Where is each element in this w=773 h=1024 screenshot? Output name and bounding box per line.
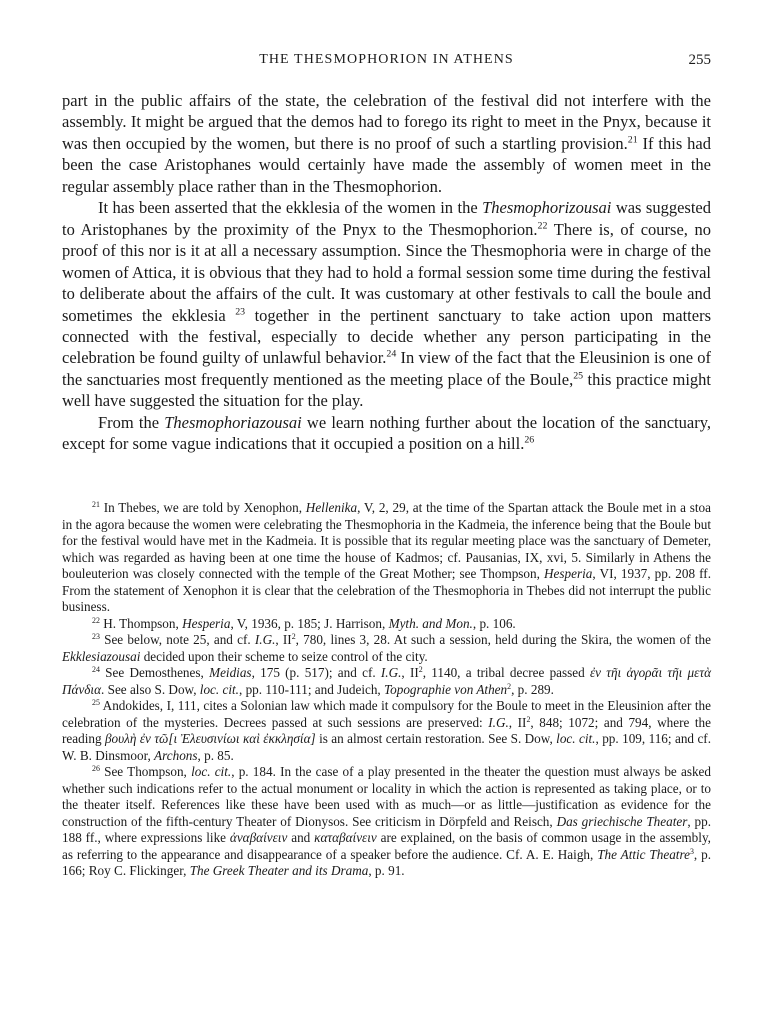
running-title: THE THESMOPHORION IN ATHENS xyxy=(259,52,514,67)
footnote-ref-24: 24 xyxy=(386,349,397,361)
footnote-24: $^{24}$ See Demosthenes, Meidias, 175 (p. 517); and cf. I.G., $II^2$, 1140, a tribal decree passed ἐν τῆι ἀγορᾶι τῆι μετὰ Πάνδια. See also S. Dow, loc. cit., pp. 110-111; and Judeich, Topographie von Athen$^2$, p. 289. xyxy=(62,664,712,697)
footnote-number: 21 xyxy=(92,499,100,509)
footnote-number: 22 xyxy=(92,615,100,625)
footnote-ref-21: 21 xyxy=(627,134,638,146)
paragraph-3: From the Thesmophoriazousai we learn nothing further about the location of the sanctuary, except for some vague indications that it occupied a position on a hill.$^{26}$ xyxy=(62,412,711,454)
paragraph-1: part in the public affairs of the state, the celebration of the festival did not interfere with the assembly. It might be argued that the demos had to forego its right to meet in the Pnyx, because it was then occupied by the women, but there is no proof of such a startling provision.$^{21}$ If this had been the case Aristophanes would certainly have made the assembly of women meet in the regular assembly place rather than in the Thesmophorion. xyxy=(62,91,711,196)
footnote-number: 26 xyxy=(92,763,100,773)
footnote-ref-23: 23 xyxy=(235,306,246,318)
footnote-22: $^{22}$ H. Thompson, Hesperia, V, 1936, p. 185; J. Harrison, Myth. and Mon., p. 106. xyxy=(92,615,516,631)
main-text xyxy=(62,90,711,455)
running-header xyxy=(62,52,711,76)
footnote-25: $^{25}$ Andokides, I, 111, cites a Solonian law which made it compulsory for the Boule to meet in the Eleusinion after the celebration of the mysteries. Decrees passed at such sessions are preserved: I.G., $II^2$, 848; 1072; and 794, where the reading βουλὴ ἐν τῶ[ι Ἐλευσινίωι καὶ ἐκκλησία] is an almost certain restoration. See S. Dow, loc. cit., pp. 109, 116; and cf. W. B. Dinsmoor, Archons, p. 85. xyxy=(62,697,711,763)
footnote-number: 25 xyxy=(92,697,100,707)
footnote-26: $^{26}$ See Thompson, loc. cit., p. 184. In the case of a play presented in the theater the question must always be asked whether such indications refer to the actual monument or locality in which the action is represented as taking place, or to the theater itself. References like these have been used with as much—or as little—justification as evidence for the construction of the fifth-century Theater of Dionysos. See criticism in Dörpfeld and Reisch, Das griechische Theater, pp. 188 ff., where expressions like ἀναβαίνειν and καταβαίνειν are explained, on the basis of common usage in the assembly, as referring to the appearance and disappearance of a speaker before the audience. Cf. A. E. Haigh, The Attic Theatre$^3$, p. 166; Roy C. Flickinger, The Greek Theater and its Drama, p. 91. xyxy=(62,763,712,878)
footnote-23: $^{23}$ See below, note 25, and cf. I.G., $II^2$, 780, lines 3, 28. At such a session, held during the Skira, the women of the Ekklesiazousai decided upon their scheme to seize control of the city. xyxy=(62,631,711,664)
footnote-number: 23 xyxy=(92,631,100,641)
paragraph-2: It has been asserted that the ekklesia of the women in the Thesmophorizousai was suggested to Aristophanes by the proximity of the Pnyx to the Thesmophorion.$^{22}$ There is, of course, no proof of this nor is it at all a necessary assumption. Since the Thesmophoria were in charge of the women of Attica, it is obvious that they had to hold a formal session some time during the festival to deliberate about the affairs of the cult. It was customary at other festivals to call the boule and sometimes the ekklesia $^{23}$ together in the pertinent sanctuary to take action upon matters connected with the festival, especially to decide whether any person participating in the celebration be found guilty of unlawful behavior.$^{24}$ In view of the fact that the Eleusinion is one of the sanctuaries most frequently mentioned as the meeting place of the Boule,$^{25}$ this practice might well have suggested the situation for the play. xyxy=(62,198,712,411)
page-number: 255 xyxy=(688,52,711,68)
footnote-ref-22: 22 xyxy=(537,220,548,232)
footnotes xyxy=(62,500,711,880)
footnote-number: 24 xyxy=(92,664,100,674)
footnote-ref-26: 26 xyxy=(524,434,535,446)
footnote-ref-25: 25 xyxy=(573,370,584,382)
footnote-21: $^{21}$ In Thebes, we are told by Xenophon, Hellenika, V, 2, 29, at the time of the Spartan attack the Boule met in a stoa in the agora because the women were celebrating the Thesmophoria in the Kadmeia, the inference being that the Boule but for the festival would have met in the Kadmeia. It is possible that its regular meeting place was the sanctuary of Demeter, which was regarded as having been at one time the house of Kadmos; cf. Pausanias, IX, xvi, 5. Similarly in Athens the bouleuterion was closely connected with the temple of the Great Mother; see Thompson, Hesperia, VI, 1937, pp. 208 ff. From the statement of Xenophon it is clear that the celebration of the Thesmophoria in Thebes did not interrupt the public business. xyxy=(62,499,711,614)
